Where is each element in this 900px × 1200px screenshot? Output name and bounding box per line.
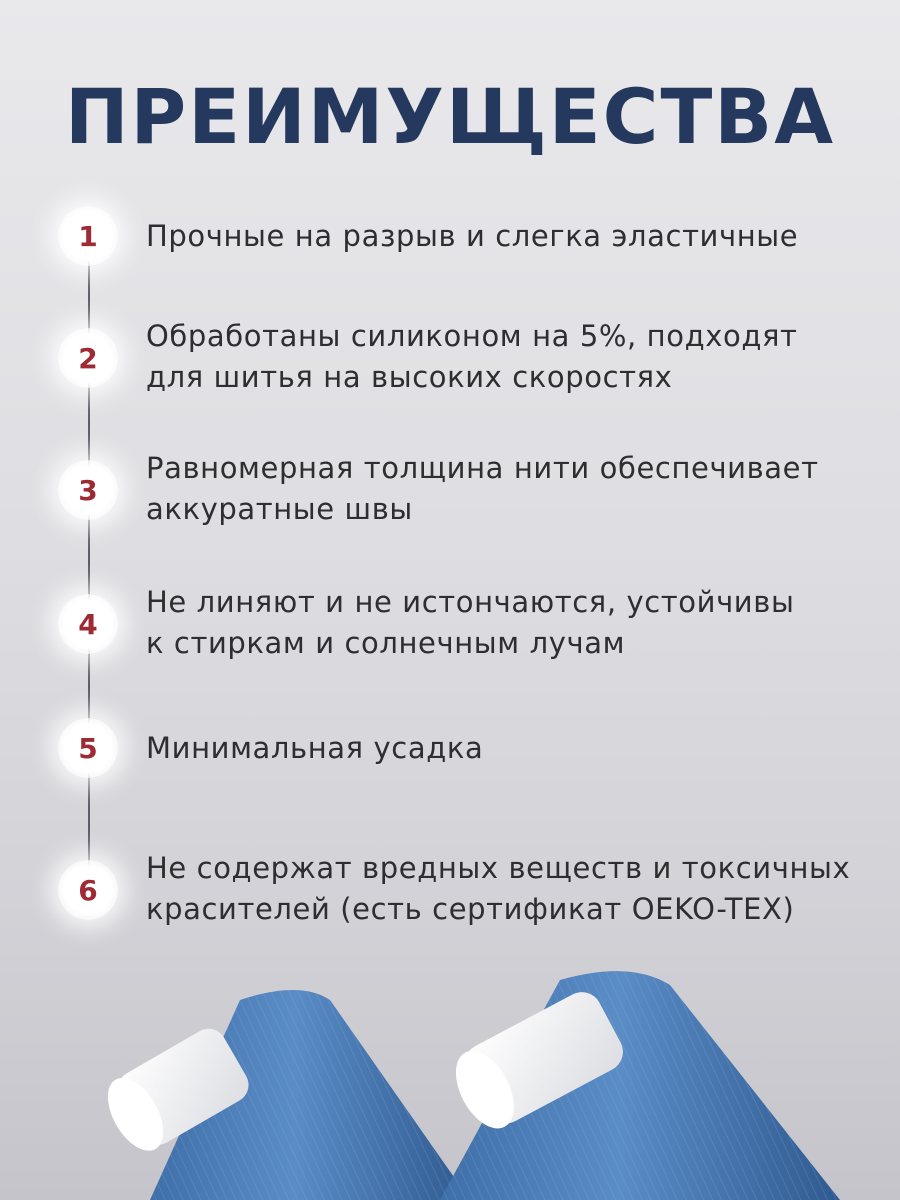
thread-spools-image xyxy=(0,960,900,1200)
number-badge: 4 xyxy=(58,594,118,654)
item-text xyxy=(146,448,866,530)
number-badge: 2 xyxy=(58,328,118,388)
item-text xyxy=(146,216,866,257)
item-text xyxy=(146,316,866,398)
item-text-line: Не содержат вредных веществ и токсичных xyxy=(146,851,851,885)
item-text-line: Обработаны силиконом на 5%, подходят xyxy=(146,319,798,353)
item-text-line: Прочные на разрыв и слегка эластичные xyxy=(146,219,799,253)
item-text-line: Не линяют и не истончаются, устойчивы xyxy=(146,585,795,619)
item-text-line: для шитья на высоких скоростях xyxy=(146,360,673,394)
thread-spool-left xyxy=(96,990,470,1200)
thread-spool-right xyxy=(440,971,840,1200)
number-badge: 5 xyxy=(58,718,118,778)
number-badge: 3 xyxy=(58,460,118,520)
number-badge: 6 xyxy=(58,860,118,920)
item-text-line: аккуратные швы xyxy=(146,492,413,526)
number-badge: 1 xyxy=(58,206,118,266)
item-text-line: Равномерная толщина нити обеспечивает xyxy=(146,451,819,485)
item-text-line: красителей (есть сертификат OEKO-TEX) xyxy=(146,892,795,926)
item-text xyxy=(146,582,866,664)
page-title: ПРЕИМУЩЕСТВА xyxy=(64,72,836,161)
item-text-line: к стиркам и солнечным лучам xyxy=(146,626,626,660)
item-text xyxy=(146,728,866,769)
item-text xyxy=(146,848,866,930)
item-text-line: Минимальная усадка xyxy=(146,731,484,765)
